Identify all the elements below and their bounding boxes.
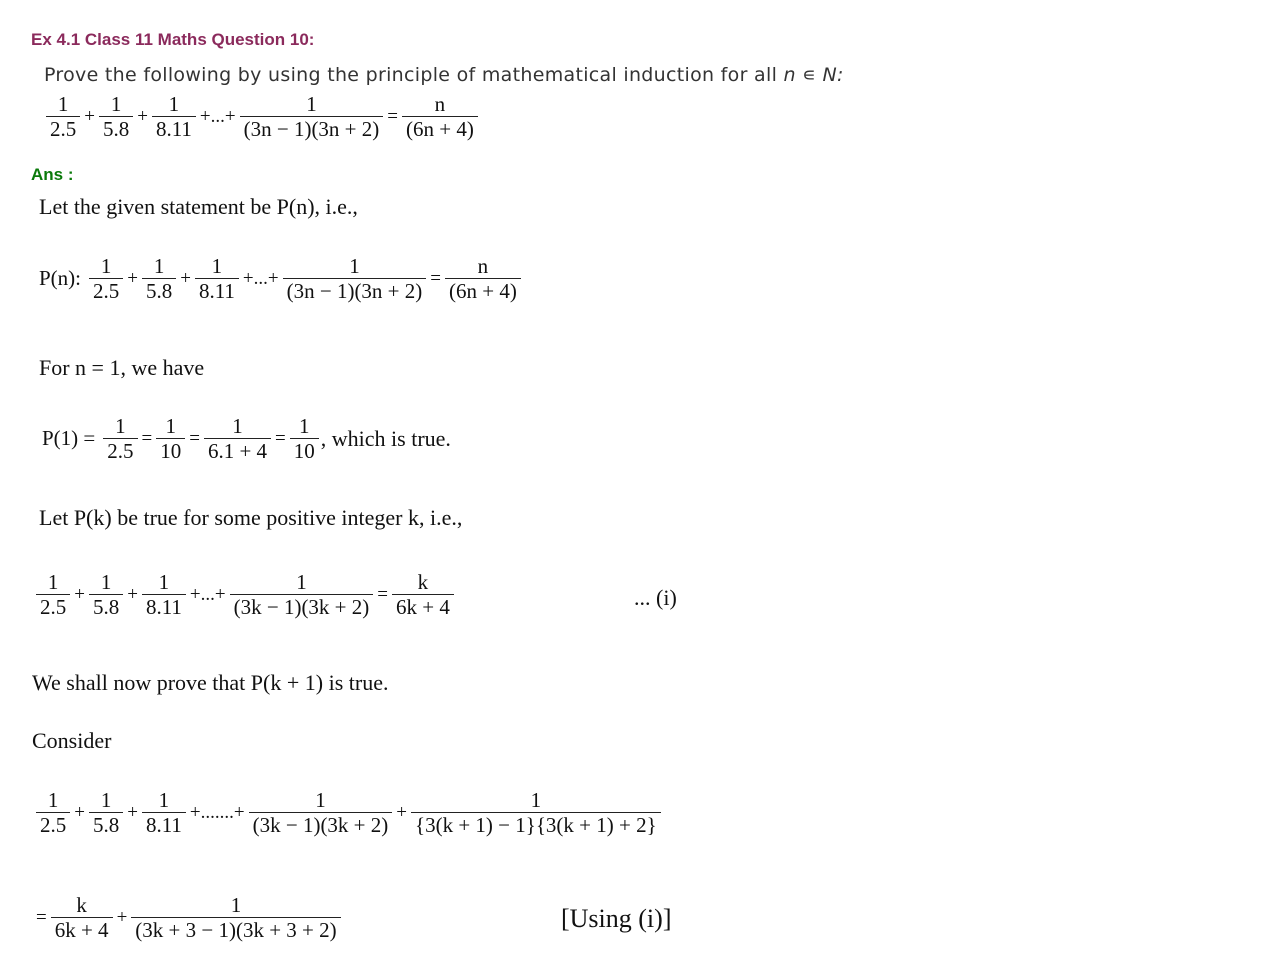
fraction: $\frac{1}{8.11}$ [142, 788, 186, 837]
pn-label: P(n): [39, 266, 81, 291]
general-term: $\frac{1}{(3k - 1)(3k + 2)}$ [230, 570, 374, 619]
answer-line-3: Let P(k) be true for some positive integer k, i.e., [39, 505, 463, 530]
ellipsis: +.......+ [189, 801, 245, 823]
step-equation: = $\frac{k}{6k + 4}$ + $\frac{1}{(3k + 3 - 1)(3k + 3 + 2)}$ [34, 893, 343, 942]
rhs-fraction: $\frac{k}{6k + 4}$ [392, 570, 454, 619]
consider-equation: $\frac{1}{2.5}$ + $\frac{1}{5.8}$ + $\frac{1}{8.11}$ +.......+ $\frac{1}{(3k - 1)(3k + 2)}$ + $\frac{1}{\{3(k + 1) - 1\}\{3(k + 1) + 2\}}$ [34, 788, 663, 837]
fraction: $\frac{1}{10}$ [156, 414, 185, 463]
general-term: $\frac{1}{(3k - 1)(3k + 2)}$ [249, 788, 393, 837]
answer-line-5: Consider [32, 728, 112, 753]
fraction: $\frac{1}{2.5}$ [36, 570, 70, 619]
next-term: $\frac{1}{\{3(k + 1) - 1\}\{3(k + 1) + 2\}}$ [411, 788, 661, 837]
general-term: $\frac{1}{(3n - 1)(3n + 2)}$ [283, 254, 427, 303]
fraction: $\frac{1}{5.8}$ [89, 788, 123, 837]
pn-equation: P(n): $\frac{1}{2.5}$ + $\frac{1}{5.8}$ + $\frac{1}{8.11}$ +...+ $\frac{1}{(3n - 1)(3n + 2)}$ = $\frac{n}{(6n + 4)}$ [39, 254, 523, 303]
rhs-fraction: $\frac{n}{(6n + 4)}$ [402, 92, 478, 141]
question-equation: $\frac{1}{2.5}$ + $\frac{1}{5.8}$ + $\frac{1}{8.11}$ +...+ $\frac{1}{(3n - 1)(3n + 2)}$ = $\frac{n}{(6n + 4)}$ [44, 92, 480, 141]
fraction: $\frac{1}{8.11}$ [152, 92, 196, 141]
rhs-fraction: $\frac{n}{(6n + 4)}$ [445, 254, 521, 303]
fraction: $\frac{1}{8.11}$ [195, 254, 239, 303]
answer-line-1: Let the given statement be P(n), i.e., [39, 194, 358, 219]
fraction: $\frac{1}{8.11}$ [142, 570, 186, 619]
fraction: $\frac{1}{5.8}$ [142, 254, 176, 303]
p1-label: P(1) = [42, 426, 96, 451]
question-title: Ex 4.1 Class 11 Maths Question 10: [31, 30, 315, 49]
fraction: $\frac{1}{2.5}$ [36, 788, 70, 837]
p1-equation: P(1) = $\frac{1}{2.5}$ = $\frac{1}{10}$ = $\frac{1}{6.1 + 4}$ = $\frac{1}{10}$ , which is true. [42, 414, 451, 464]
fraction: $\frac{1}{5.8}$ [89, 570, 123, 619]
question-variable: n ∊ N: [783, 64, 844, 86]
fraction: $\frac{1}{2.5}$ [103, 414, 137, 463]
answer-label: Ans : [31, 165, 74, 184]
equation-tag-i: ... (i) [634, 585, 677, 610]
pk-equation: $\frac{1}{2.5}$ + $\frac{1}{5.8}$ + $\frac{1}{8.11}$ +...+ $\frac{1}{(3k - 1)(3k + 2)}$ = $\frac{k}{6k + 4}$ [34, 570, 456, 619]
fraction: $\frac{1}{(3k + 3 - 1)(3k + 3 + 2)}$ [131, 893, 340, 942]
answer-line-2: For n = 1, we have [39, 355, 205, 380]
question-statement: Prove the following by using the principle of mathematical induction for all [44, 64, 784, 86]
using-i-tag: [Using (i)] [561, 904, 672, 933]
fraction: $\frac{1}{10}$ [290, 414, 319, 463]
ellipsis: +...+ [189, 583, 226, 605]
p1-tail: , which is true. [320, 425, 451, 451]
ellipsis: +...+ [242, 267, 279, 289]
fraction: $\frac{1}{2.5}$ [89, 254, 123, 303]
ellipsis: +...+ [199, 105, 236, 127]
fraction: $\frac{1}{2.5}$ [46, 92, 80, 141]
fraction: $\frac{k}{6k + 4}$ [51, 893, 113, 942]
answer-line-4: We shall now prove that P(k + 1) is true. [32, 670, 389, 695]
general-term: $\frac{1}{(3n - 1)(3n + 2)}$ [240, 92, 384, 141]
question-text [44, 64, 844, 86]
fraction: $\frac{1}{6.1 + 4}$ [204, 414, 271, 463]
fraction: $\frac{1}{5.8}$ [99, 92, 133, 141]
